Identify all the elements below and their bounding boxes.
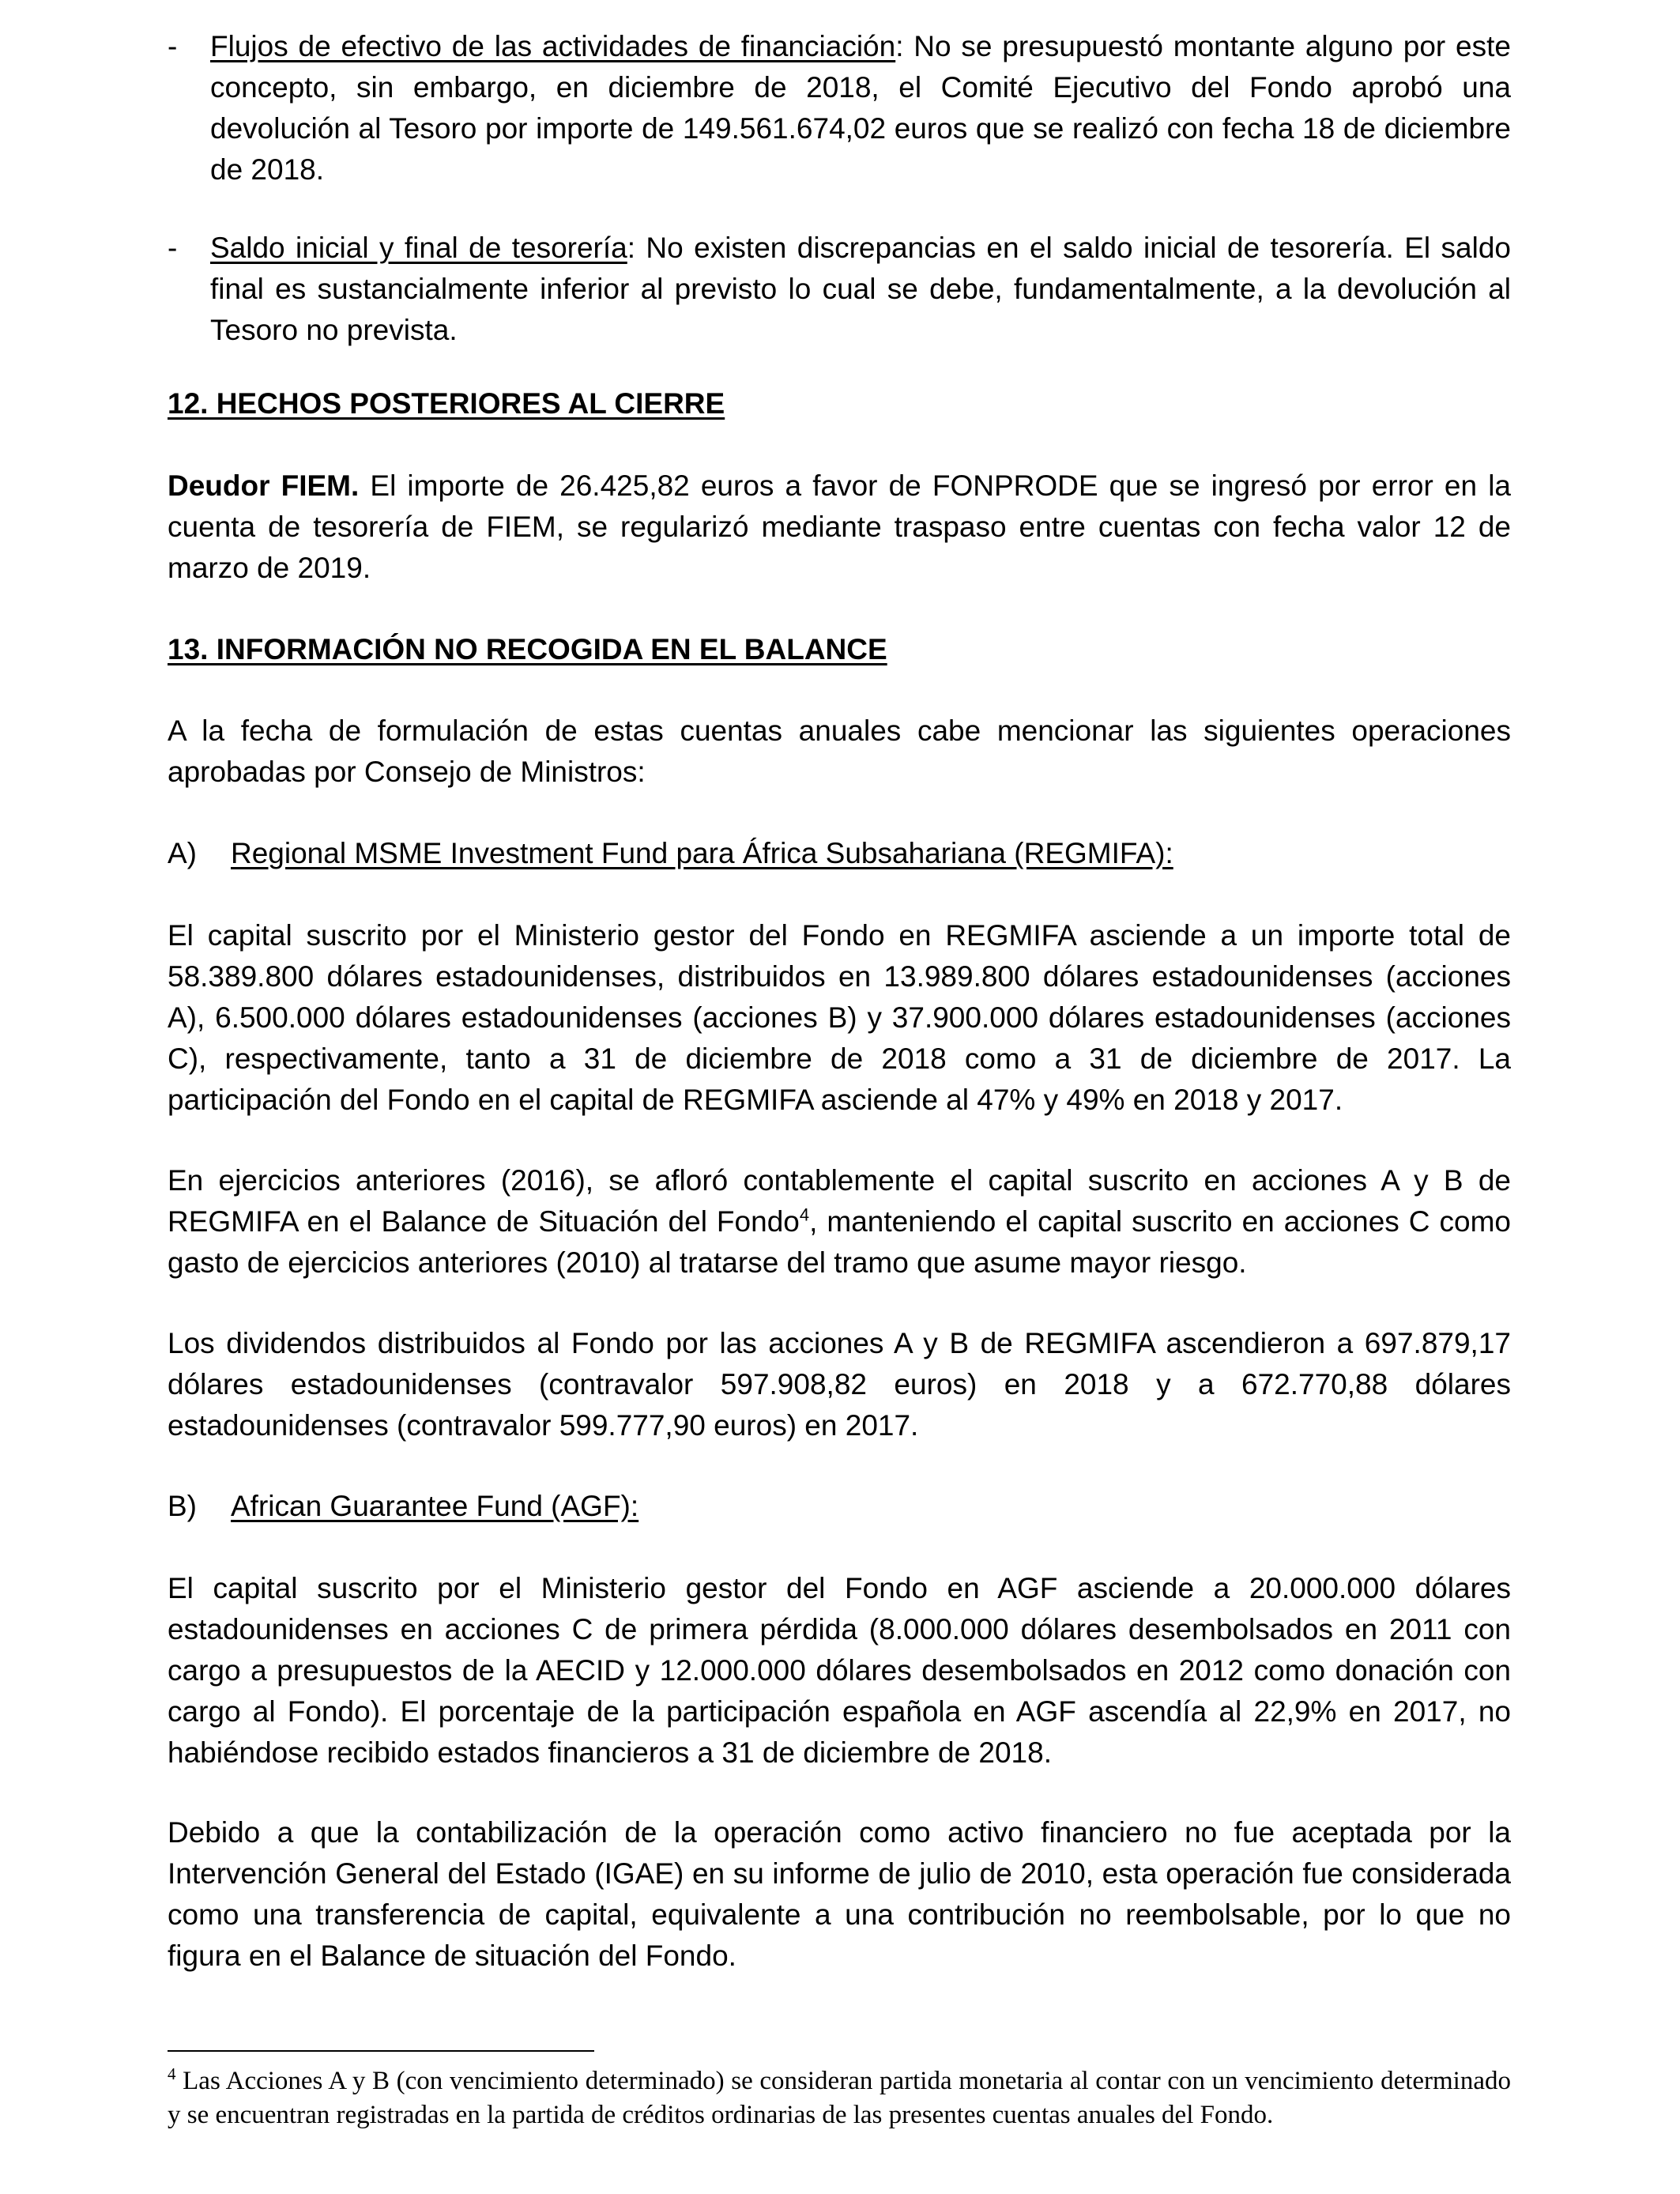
bullet-body: : No existen discrepancias en el saldo inicial de tesorería. El saldo final es sustancialmente inferior al previsto lo cual se debe, fundamentalmente, a la devolución al Tesoro no prevista. [210,232,1511,346]
bullet-financing-cash-flows [168,26,1511,190]
footnote-reference: 4 [799,1204,810,1225]
bullet-text [210,228,1511,351]
section-12-text: El importe de 26.425,82 euros a favor de FONPRODE que se ingresó por error en la cuenta de tesorería de FIEM, se regularizó mediante traspaso entre cuentas con fecha valor 12 de marzo de 2019. [168,469,1511,584]
footnote-number: 4 [168,2064,176,2083]
bullet-label: Saldo inicial y final de tesorería [210,232,627,264]
bullet-label: Flujos de efectivo de las actividades de financiación [210,30,896,62]
footnote-separator [168,2050,594,2052]
section-13-intro: A la fecha de formulación de estas cuentas anuales cabe mencionar las siguientes operaciones aprobadas por Consejo de Ministros: [168,714,1511,788]
deudor-fiem-lead: Deudor FIEM. [168,469,360,502]
subsection-a-title: Regional MSME Investment Fund para África Subsahariana (REGMIFA): [231,837,1173,869]
section-12-heading: 12. HECHOS POSTERIORES AL CIERRE [168,387,725,420]
footnote [168,2064,1511,2132]
section-12-paragraph [168,466,1511,589]
agf-accounting-paragraph: Debido a que la contabilización de la operación como activo financiero no fue aceptada por la Intervención General del Estado (IGAE) en su informe de julio de 2010, esta operación fue considerada como una transferencia de capital, equivalente a una contribución no reembolsable, por lo que no figura en el Balance de situación del Fondo. [168,1816,1511,1972]
footnote-text: Las Acciones A y B (con vencimiento determinado) se consideran partida monetaria al contar con un vencimiento determinado y se encuentran registradas en la partida de créditos ordinarias de las presentes cuentas anuales del Fondo. [168,2067,1511,2129]
regmifa-accounting-paragraph [168,1160,1511,1284]
section-13-heading: 13. INFORMACIÓN NO RECOGIDA EN EL BALANCE [168,633,887,665]
bullet-body: : No se presupuestó montante alguno por este concepto, sin embargo, en diciembre de 2018, el Comité Ejecutivo del Fondo aprobó una devolución al Tesoro por importe de 149.561.674,02 euros que se realizó con fecha 18 de diciembre de 2018. [210,30,1511,186]
subsection-b-letter: B) [168,1490,197,1522]
regmifa-dividends-paragraph: Los dividendos distribuidos al Fondo por las acciones A y B de REGMIFA ascendieron a 697.879,17 dólares estadounidenses (contravalor 597.908,82 euros) en 2018 y a 672.770,88 dólares estadounidenses (contravalor 599.777,90 euros) en 2017. [168,1327,1511,1442]
subsection-a-letter: A) [168,837,197,869]
regmifa-accounting-text-b: , manteniendo el capital suscrito en acciones C como gasto de ejercicios anteriores (2010) al tratarse del tramo que asume mayor riesgo. [168,1205,1512,1279]
bullet-treasury-balance [168,228,1511,351]
regmifa-capital-paragraph: El capital suscrito por el Ministerio gestor del Fondo en REGMIFA asciende a un importe total de 58.389.800 dólares estadounidenses, distribuidos en 13.989.800 dólares estadounidenses (acciones A), 6.500.000 dólares estadounidenses (acciones B) y 37.900.000 dólares estadounidenses (acciones C), respectivamente, tanto a 31 de diciembre de 2018 como a 31 de diciembre de 2017. La participación del Fondo en el capital de REGMIFA asciende al 47% y 49% en 2018 y 2017. [168,919,1511,1116]
bullet-dash: - [168,232,178,264]
subsection-b-title: African Guarantee Fund (AGF): [231,1490,639,1522]
bullet-dash: - [168,30,178,62]
regmifa-accounting-text-a: En ejercicios anteriores (2016), se afloró contablemente el capital suscrito en acciones A y B de REGMIFA en el Balance de Situación del Fondo [168,1164,1511,1238]
agf-capital-paragraph: El capital suscrito por el Ministerio gestor del Fondo en AGF asciende a 20.000.000 dólares estadounidenses en acciones C de primera pérdida (8.000.000 dólares desembolsados en 2011 con cargo a presupuestos de la AECID y 12.000.000 dólares desembolsados en 2012 como donación con cargo al Fondo). El porcentaje de la participación española en AGF ascendía al 22,9% en 2017, no habiéndose recibido estados financieros a 31 de diciembre de 2018. [168,1572,1511,1769]
bullet-text [210,26,1511,190]
